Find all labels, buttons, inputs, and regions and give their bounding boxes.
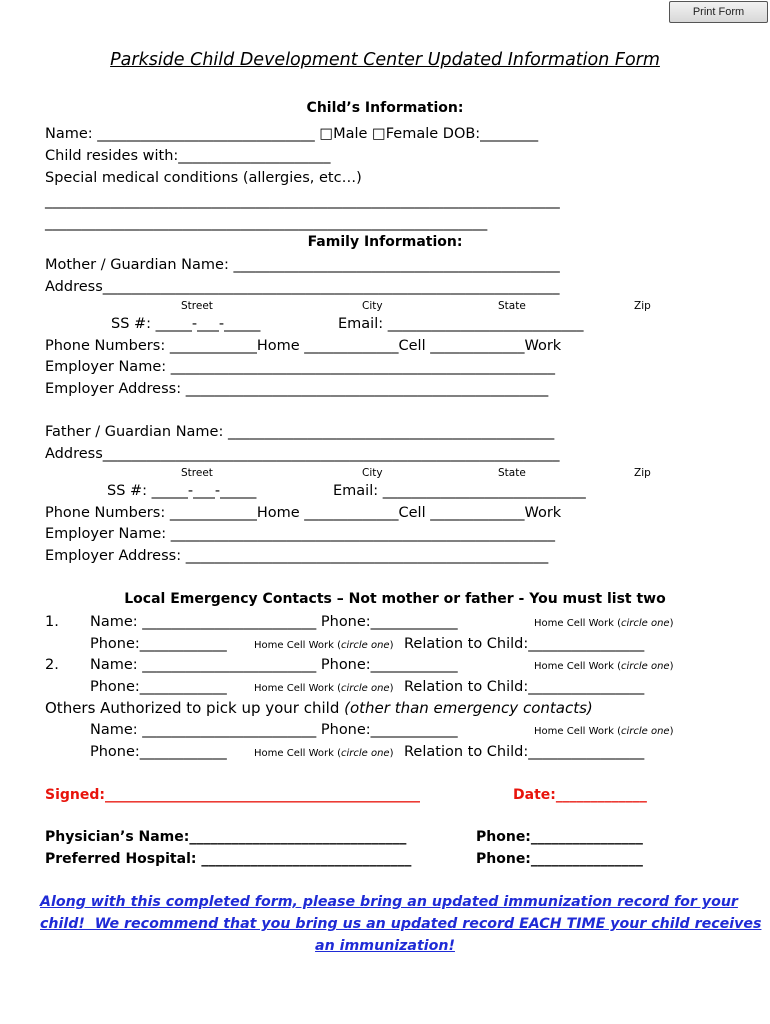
mother-street-label: Street <box>181 300 213 312</box>
others-authorized-label: Others Authorized to pick up your child (other than emergency contacts) <box>45 699 593 717</box>
child-resides-line[interactable]: Child resides with:_____________________ <box>45 148 331 164</box>
signed-line[interactable]: Signed:_____________________________________________ <box>45 787 420 803</box>
child-info-heading: Child’s Information: <box>306 100 464 116</box>
emergency-1-phone2-line[interactable]: Phone:____________ <box>90 636 227 652</box>
father-zip-label: Zip <box>634 467 651 479</box>
mother-employer-line[interactable]: Employer Name: _____________________________________________________ <box>45 359 555 375</box>
father-address-line[interactable]: Address_______________________________________________________________ <box>45 446 560 462</box>
father-employer-line[interactable]: Employer Name: _____________________________________________________ <box>45 526 555 542</box>
print-form-button[interactable]: Print Form <box>669 1 768 23</box>
note-line-2: child! We recommend that you bring us an updated record EACH TIME your child receives <box>40 916 762 932</box>
father-street-label: Street <box>181 467 213 479</box>
others-relation-line[interactable]: Relation to Child:________________ <box>404 744 645 760</box>
note-line-3: an immunization! <box>315 938 455 954</box>
mother-address-line[interactable]: Address_______________________________________________________________ <box>45 279 560 295</box>
physician-phone-line[interactable]: Phone:________________ <box>476 829 643 845</box>
emergency-number-1: 1. <box>45 614 59 630</box>
others-phone2-line[interactable]: Phone:____________ <box>90 744 227 760</box>
others-phone2-type: Home Cell Work (circle one) <box>254 748 394 759</box>
emergency-2-phone2-line[interactable]: Phone:____________ <box>90 679 227 695</box>
emergency-1-phone2-type: Home Cell Work (circle one) <box>254 640 394 651</box>
father-employer-address-line[interactable]: Employer Address: __________________________________________________ <box>45 548 549 564</box>
date-line[interactable]: Date:_____________ <box>513 787 647 803</box>
father-phone-line[interactable]: Phone Numbers: ____________Home _____________Cell _____________Work <box>45 505 562 521</box>
emergency-2-relation-line[interactable]: Relation to Child:________________ <box>404 679 645 695</box>
immunization-note <box>40 891 762 957</box>
physician-name-line[interactable]: Physician’s Name:_______________________________ <box>45 829 407 845</box>
child-name-line[interactable]: Name: ______________________________ □Male □Female DOB:________ <box>45 126 539 142</box>
father-name-line[interactable]: Father / Guardian Name: _____________________________________________ <box>45 424 555 440</box>
mother-zip-label: Zip <box>634 300 651 312</box>
medical-conditions-field-1[interactable]: _______________________________________________________________________ <box>45 193 560 209</box>
emergency-2-phone-type: Home Cell Work (circle one) <box>534 661 674 672</box>
note-line-1: Along with this completed form, please bring an updated immunization record for your <box>40 894 738 910</box>
mother-name-line[interactable]: Mother / Guardian Name: _____________________________________________ <box>45 257 560 273</box>
father-state-label: State <box>498 467 526 479</box>
emergency-2-phone2-type: Home Cell Work (circle one) <box>254 683 394 694</box>
emergency-heading: Local Emergency Contacts – Not mother or father - You must list two <box>124 591 666 607</box>
mother-state-label: State <box>498 300 526 312</box>
mother-email-line[interactable]: Email: ___________________________ <box>338 316 584 332</box>
hospital-phone-line[interactable]: Phone:________________ <box>476 851 643 867</box>
emergency-1-phone-type: Home Cell Work (circle one) <box>534 618 674 629</box>
medical-conditions-field-2[interactable]: _____________________________________________________________ <box>45 215 488 231</box>
family-info-heading: Family Information: <box>307 234 463 250</box>
mother-city-label: City <box>362 300 383 312</box>
mother-phone-line[interactable]: Phone Numbers: ____________Home _____________Cell _____________Work <box>45 338 562 354</box>
form-title: Parkside Child Development Center Updated Information Form <box>110 50 660 70</box>
father-email-line[interactable]: Email: ____________________________ <box>333 483 586 499</box>
medical-conditions-label: Special medical conditions (allergies, etc…) <box>45 170 362 186</box>
emergency-2-name-line[interactable]: Name: ________________________ Phone:____________ <box>90 657 458 673</box>
father-city-label: City <box>362 467 383 479</box>
emergency-number-2: 2. <box>45 657 59 673</box>
father-ss-line[interactable]: SS #: _____-___-_____ <box>107 483 257 499</box>
others-phone-type: Home Cell Work (circle one) <box>534 726 674 737</box>
hospital-line[interactable]: Preferred Hospital: ______________________________ <box>45 851 412 867</box>
mother-ss-line[interactable]: SS #: _____-___-_____ <box>111 316 261 332</box>
mother-employer-address-line[interactable]: Employer Address: __________________________________________________ <box>45 381 549 397</box>
emergency-1-name-line[interactable]: Name: ________________________ Phone:____________ <box>90 614 458 630</box>
others-name-line[interactable]: Name: ________________________ Phone:____________ <box>90 722 458 738</box>
emergency-1-relation-line[interactable]: Relation to Child:________________ <box>404 636 645 652</box>
